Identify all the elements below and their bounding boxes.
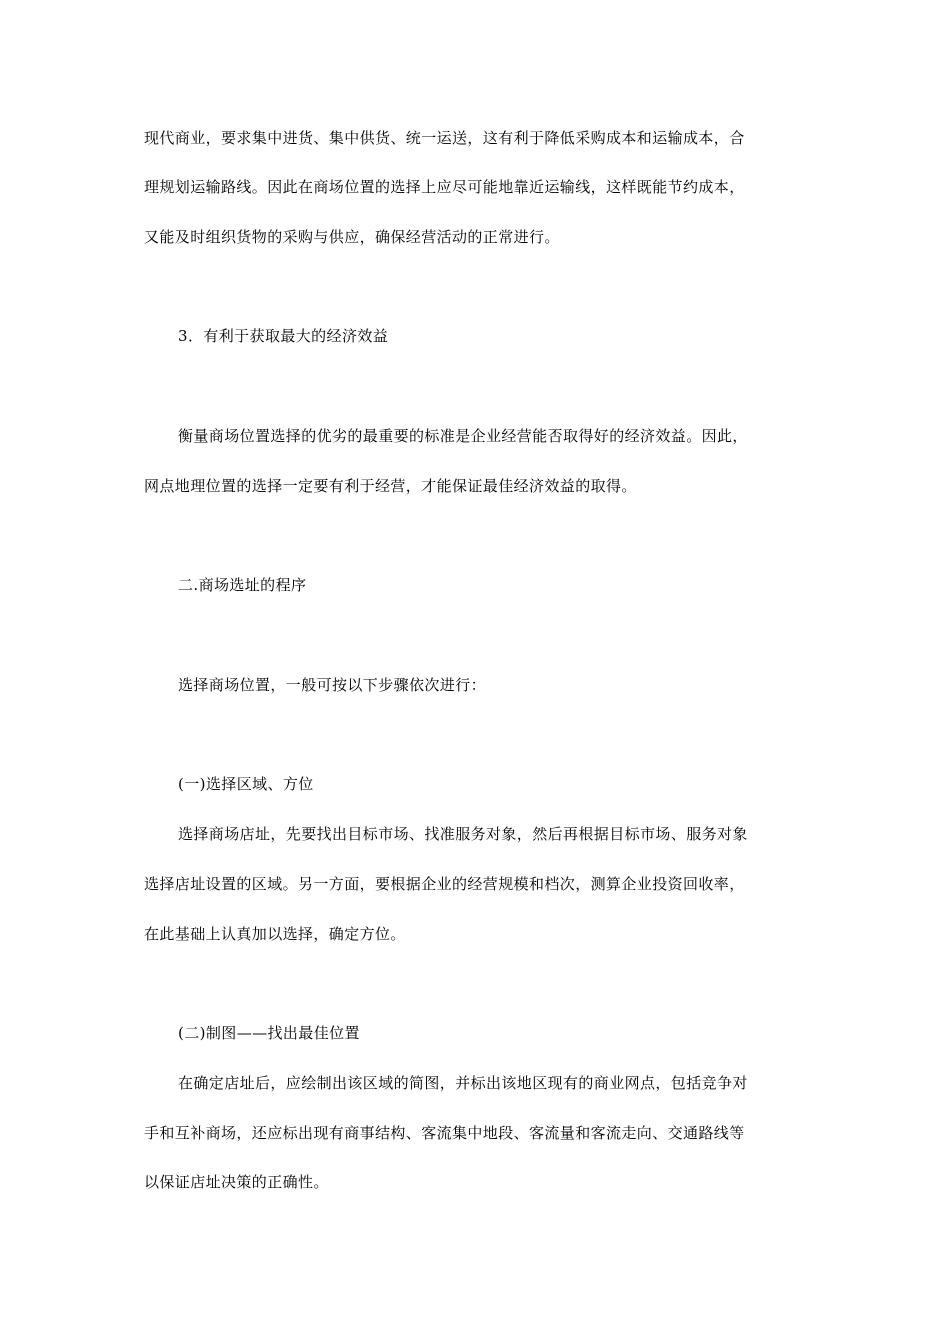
paragraph-line: 选择商场店址，先要找出目标市场、找准服务对象，然后再根据目标市场、服务对象: [178, 825, 748, 843]
paragraph-line: 选择店址设置的区域。另一方面，要根据企业的经营规模和档次，测算企业投资回收率，: [144, 875, 745, 893]
paragraph-line: 选择商场位置，一般可按以下步骤依次进行：: [178, 676, 487, 694]
paragraph-line: 又能及时组织货物的采购与供应，确保经营活动的正常进行。: [144, 228, 560, 246]
paragraph-line: 手和互补商场，还应标出现有商事结构、客流集中地段、客流量和客流走向、交通路线等: [144, 1124, 745, 1142]
paragraph-line: 现代商业，要求集中进货、集中供货、统一运送，这有利于降低采购成本和运输成本，合: [144, 129, 745, 147]
step-heading: (二)制图——找出最佳位置: [178, 1024, 360, 1042]
step-heading: (一)选择区域、方位: [178, 775, 314, 793]
paragraph-line: 在确定店址后，应绘制出该区域的简图，并标出该地区现有的商业网点，包括竞争对: [178, 1074, 748, 1092]
paragraph-line: 以保证店址决策的正确性。: [144, 1173, 329, 1191]
paragraph-line: 理规划运输路线。因此在商场位置的选择上应尽可能地靠近运输线，这样既能节约成本，: [144, 178, 745, 196]
paragraph-line: 衡量商场位置选择的优劣的最重要的标准是企业经营能否取得好的经济效益。因此，: [178, 427, 748, 445]
paragraph-line: 网点地理位置的选择一定要有利于经营，才能保证最佳经济效益的取得。: [144, 477, 637, 495]
subsection-heading: 3．有利于获取最大的经济效益: [178, 327, 389, 345]
section-heading: 二.商场选址的程序: [178, 576, 307, 594]
paragraph-line: 在此基础上认真加以选择，确定方位。: [144, 925, 406, 943]
